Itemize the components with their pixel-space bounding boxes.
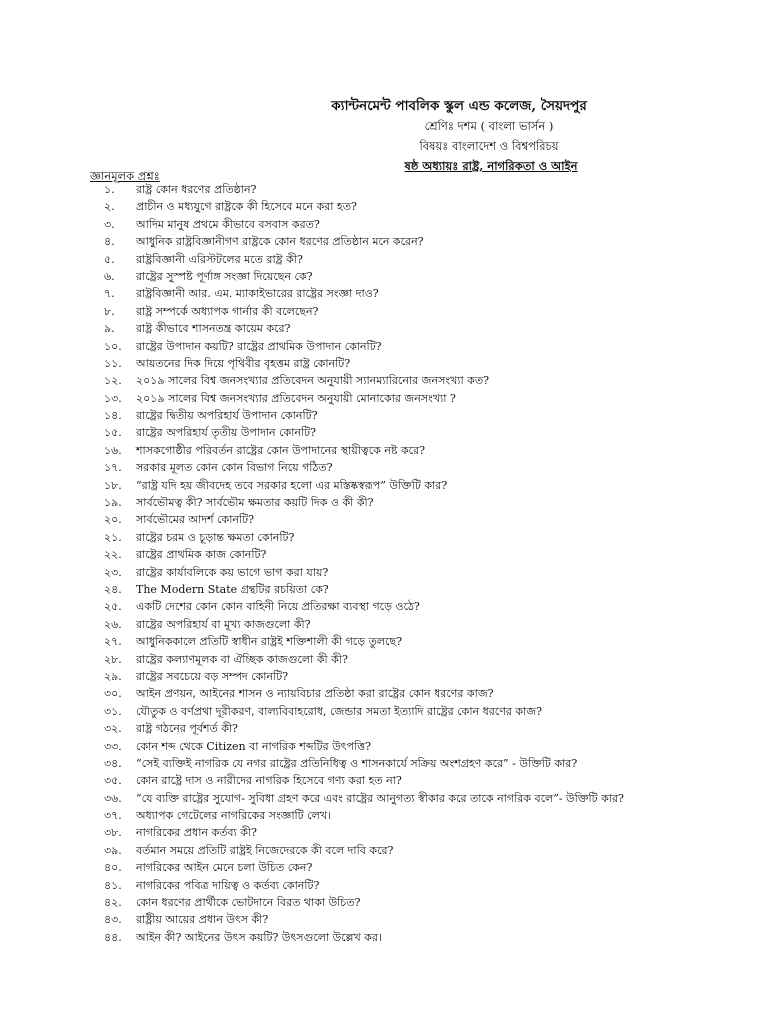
question-text: রাষ্ট্রবিজ্ঞানী আর. এম. ম্যাকাইভারের রাষ্ট্রের সংজ্ঞা দাও?	[136, 287, 379, 301]
question-number: ৩০.	[104, 687, 122, 701]
question-number: ৪১.	[104, 878, 122, 892]
question-item	[90, 616, 740, 633]
question-item	[90, 651, 740, 668]
question-number: ৩১.	[104, 704, 122, 718]
question-text: “সেই ব্যক্তিই নাগরিক যে নগর রাষ্ট্রের প্রতিনিধিত্ব ও শাসনকার্যে সক্রিয় অংশগ্রহণ করে” - উক্তিটি কার?	[136, 756, 578, 770]
question-item	[90, 703, 740, 720]
question-text: আইন কী? আইনের উৎস কয়টি? উৎসগুলো উল্লেখ কর।	[136, 930, 382, 944]
question-text: আদিম মানুষ প্রথমে কীভাবে বসবাস করত?	[136, 217, 320, 231]
question-item	[90, 807, 740, 824]
question-text: রাষ্ট্রবিজ্ঞানী এরিস্টটলের মতে রাষ্ট্র কী?	[136, 252, 303, 266]
question-item	[90, 268, 740, 285]
question-item	[90, 477, 740, 494]
question-number: ১৪.	[104, 409, 122, 423]
question-text: রাষ্ট্র সম্পর্কে অধ্যাপক গার্নার কী বলেছেন?	[136, 304, 319, 318]
question-number: ১১.	[104, 356, 122, 370]
question-item	[90, 790, 740, 807]
question-text: রাষ্ট্রের কার্যাবলিকে কয় ভাগে ভাগ করা যায়?	[136, 565, 329, 579]
class-line: শ্রেণিঃ দশম ( বাংলা ভার্সন )	[424, 119, 554, 133]
question-text: আধুনিক রাষ্ট্রবিজ্ঞানীগণ রাষ্ট্রকে কোন ধরণের প্রতিষ্ঠান মনে করেন?	[136, 235, 424, 249]
question-number: ৬.	[104, 269, 115, 283]
question-item	[90, 251, 740, 268]
question-list	[90, 181, 740, 946]
question-number: ১.	[104, 183, 115, 196]
question-item	[90, 181, 740, 198]
question-number: ২.	[104, 200, 115, 214]
question-item	[90, 633, 740, 650]
chapter-line: ষষ্ঠ অধ্যায়ঃ রাষ্ট্র, নাগরিকতা ও আইন	[404, 159, 578, 173]
question-text: অধ্যাপক গেটেলের নাগরিকের সংজ্ঞাটি লেখ।	[136, 809, 331, 823]
section-title: জ্ঞানমূলক প্রশ্নঃ	[90, 169, 160, 183]
question-number: ২৮.	[104, 652, 122, 666]
question-text: রাষ্ট্রের অপরিহার্য বা মূখ্য কাজগুলো কী?	[136, 617, 311, 631]
question-number: ৪২.	[104, 896, 122, 910]
question-number: ১৭.	[104, 461, 122, 475]
question-number: ১৩.	[104, 391, 122, 405]
question-number: ২৪.	[104, 582, 122, 596]
question-text: রাষ্ট্রের অপরিহার্য তৃতীয় উপাদান কোনটি?	[136, 426, 317, 440]
question-number: ৮.	[104, 304, 115, 318]
question-item	[90, 824, 740, 841]
question-text: আধুনিককালে প্রতিটি স্বাধীন রাষ্ট্রই শক্তিশালী কী গড়ে তুলছে?	[136, 635, 403, 649]
question-item	[90, 198, 740, 215]
question-item	[90, 877, 740, 894]
question-text: রাষ্ট্রের দ্বিতীয় অপরিহার্য উপাদান কোনটি?	[136, 409, 318, 423]
question-number: ১৬.	[104, 443, 122, 457]
question-item	[90, 894, 740, 911]
question-item	[90, 216, 740, 233]
question-number: ৩২.	[104, 722, 122, 736]
question-item	[90, 668, 740, 685]
question-text: রাষ্ট্রের উপাদান কয়টি? রাষ্ট্রের প্রাথমিক উপাদান কোনটি?	[136, 339, 382, 353]
question-number: ১৯.	[104, 496, 122, 510]
question-number: ২২.	[104, 548, 122, 562]
question-item	[90, 842, 740, 859]
question-number: ১৮.	[104, 478, 122, 492]
question-number: ৩৭.	[104, 809, 122, 823]
question-item	[90, 285, 740, 302]
question-number: ৪৩.	[104, 913, 122, 927]
question-text: প্রাচীন ও মধ্যযুগে রাষ্ট্রকে কী হিসেবে মনে করা হত?	[136, 200, 357, 214]
school-name: ক্যান্টনমেন্ট পাবলিক স্কুল এন্ড কলেজ, সৈয়দপুর	[331, 98, 587, 114]
question-text: বর্তমান সময়ে প্রতিটি রাষ্ট্রই নিজেদেরকে কী বলে দাবি করে?	[136, 843, 394, 857]
question-item	[90, 338, 740, 355]
question-item	[90, 390, 740, 407]
question-text: ২০১৯ সালের বিশ্ব জনসংখ্যার প্রতিবেদন অনুযায়ী মোনাকোর জনসংখ্যা ?	[136, 391, 456, 405]
question-text: শাসকগোষ্ঠীর পরিবর্তন রাষ্ট্রের কোন উপাদানের স্থায়ীত্বকে নষ্ট করে?	[136, 443, 426, 457]
question-text: কোন শব্দ থেকে Citizen বা নাগরিক শব্দটির উৎপত্তি?	[136, 739, 372, 753]
question-number: ২৫.	[104, 600, 122, 614]
question-number: ৩৪.	[104, 756, 122, 770]
question-item	[90, 859, 740, 876]
question-number: ৫.	[104, 252, 115, 266]
question-number: ২০.	[104, 513, 122, 527]
question-number: ৩৩.	[104, 739, 122, 753]
question-number: ৩৬.	[104, 791, 122, 805]
question-item	[90, 529, 740, 546]
question-number: ৯.	[104, 322, 115, 336]
question-text: নাগরিকের পবিত্র দায়িত্ব ও কর্তব্য কোনটি?	[136, 878, 320, 892]
question-text: “রাষ্ট্র যদি হয় জীবদেহ তবে সরকার হলো এর মস্তিষ্কস্বরূপ” উক্তিটি কার?	[136, 478, 448, 492]
question-item	[90, 442, 740, 459]
question-number: ৩৫.	[104, 774, 122, 788]
question-text: “যে ব্যক্তি রাষ্ট্রের সুযোগ- সুবিধা গ্রহণ করে এবং রাষ্ট্রের আনুগত্য স্বীকার করে তাকে নাগরিক বলে”- উক্তিটি কার?	[136, 791, 624, 805]
question-number: ৩.	[104, 217, 115, 231]
question-item	[90, 511, 740, 528]
question-item	[90, 355, 740, 372]
question-item	[90, 303, 740, 320]
question-text: ২০১৯ সালের বিশ্ব জনসংখ্যার প্রতিবেদন অনুযায়ী স্যানম্যারিনোর জনসংখ্যা কত?	[136, 374, 490, 388]
question-text: কোন ধরণের প্রার্থীকে ভোটদানে বিরত থাকা উচিত?	[136, 896, 361, 910]
question-item	[90, 720, 740, 737]
question-item	[90, 564, 740, 581]
question-item	[90, 546, 740, 563]
question-item	[90, 459, 740, 476]
question-number: ২১.	[104, 530, 122, 544]
question-text: রাষ্ট্রের প্রাথমিক কাজ কোনটি?	[136, 548, 267, 562]
question-text: সার্বভৌমের আদর্শ কোনটি?	[136, 513, 254, 527]
question-text: রাষ্ট্র গঠনের পূর্বশর্ত কী?	[136, 722, 238, 736]
question-number: ৭.	[104, 287, 115, 301]
question-item	[90, 581, 740, 598]
question-item	[90, 598, 740, 615]
question-text: রাষ্ট্রের কল্যাণমূলক বা ঐচ্ছিক কাজগুলো কী কী?	[136, 652, 348, 666]
question-item	[90, 372, 740, 389]
question-text: আয়তনের দিক দিয়ে পৃথিবীর বৃহত্তম রাষ্ট্র কোনটি?	[136, 356, 351, 370]
question-text: নাগরিকের প্রধান কর্তব্য কী?	[136, 826, 257, 840]
question-number: ৩৮.	[104, 826, 122, 840]
question-item	[90, 685, 740, 702]
question-number: ৪.	[104, 235, 115, 249]
question-text: রাষ্ট্রের সবচেয়ে বড় সম্পদ কোনটি?	[136, 669, 289, 683]
question-number: ৪৪.	[104, 930, 122, 944]
question-item	[90, 929, 740, 946]
question-text: সার্বভৌমত্ব কী? সার্বভৌম ক্ষমতার কয়টি দিক ও কী কী?	[136, 496, 374, 510]
question-text: নাগরিকের আইন মেনে চলা উচিত কেন?	[136, 861, 313, 875]
question-number: ১৫.	[104, 426, 122, 440]
question-number: ১২.	[104, 374, 122, 388]
question-text: যৌতুক ও বর্ণপ্রথা দূরীকরণ, বাল্যবিবাহরোধ, জেন্ডার সমতা ইত্যাদি রাষ্ট্রের কোন ধরণের কাজ?	[136, 704, 543, 718]
question-number: ১০.	[104, 339, 122, 353]
question-item	[90, 320, 740, 337]
question-item	[90, 738, 740, 755]
question-item	[90, 233, 740, 250]
question-text: রাষ্ট্রীয় আয়ের প্রধান উৎস কী?	[136, 913, 269, 927]
question-text: কোন রাষ্ট্রে দাস ও নারীদের নাগরিক হিসেবে গণ্য করা হত না?	[136, 774, 402, 788]
question-number: ২৩.	[104, 565, 122, 579]
question-number: ৪০.	[104, 861, 122, 875]
question-text: The Modern State গ্রন্থটির রচয়িতা কে?	[136, 582, 329, 596]
question-item	[90, 424, 740, 441]
question-text: রাষ্ট্রের চরম ও চূড়ান্ত ক্ষমতা কোনটি?	[136, 530, 295, 544]
question-text: রাষ্ট্র কোন ধরণের প্রতিষ্ঠান?	[136, 183, 257, 196]
document-header	[0, 96, 768, 176]
question-text: আইন প্রণয়ন, আইনের শাসন ও ন্যায়বিচার প্রতিষ্ঠা করা রাষ্ট্রের কোন ধরণের কাজ?	[136, 687, 494, 701]
question-item	[90, 407, 740, 424]
question-text: রাষ্ট্র কীভাবে শাসনতন্ত্র কায়েম করে?	[136, 322, 291, 336]
question-item	[90, 772, 740, 789]
question-number: ২৭.	[104, 635, 122, 649]
question-item	[90, 911, 740, 928]
question-text: একটি দেশের কোন কোন বাহিনী নিয়ে প্রতিরক্ষা ব্যবস্থা গড়ে ওঠে?	[136, 600, 420, 614]
question-item	[90, 755, 740, 772]
question-number: ৩৯.	[104, 843, 122, 857]
question-number: ২৬.	[104, 617, 122, 631]
question-item	[90, 494, 740, 511]
question-text: রাষ্ট্রের সুস্পষ্ট পূর্ণাঙ্গ সংজ্ঞা দিয়েছেন কে?	[136, 269, 313, 283]
subject-line: বিষয়ঃ বাংলাদেশ ও বিশ্বপরিচয়	[419, 139, 559, 153]
question-number: ২৯.	[104, 669, 122, 683]
question-text: সরকার মূলত কোন কোন বিভাগ নিয়ে গঠিত?	[136, 461, 333, 475]
